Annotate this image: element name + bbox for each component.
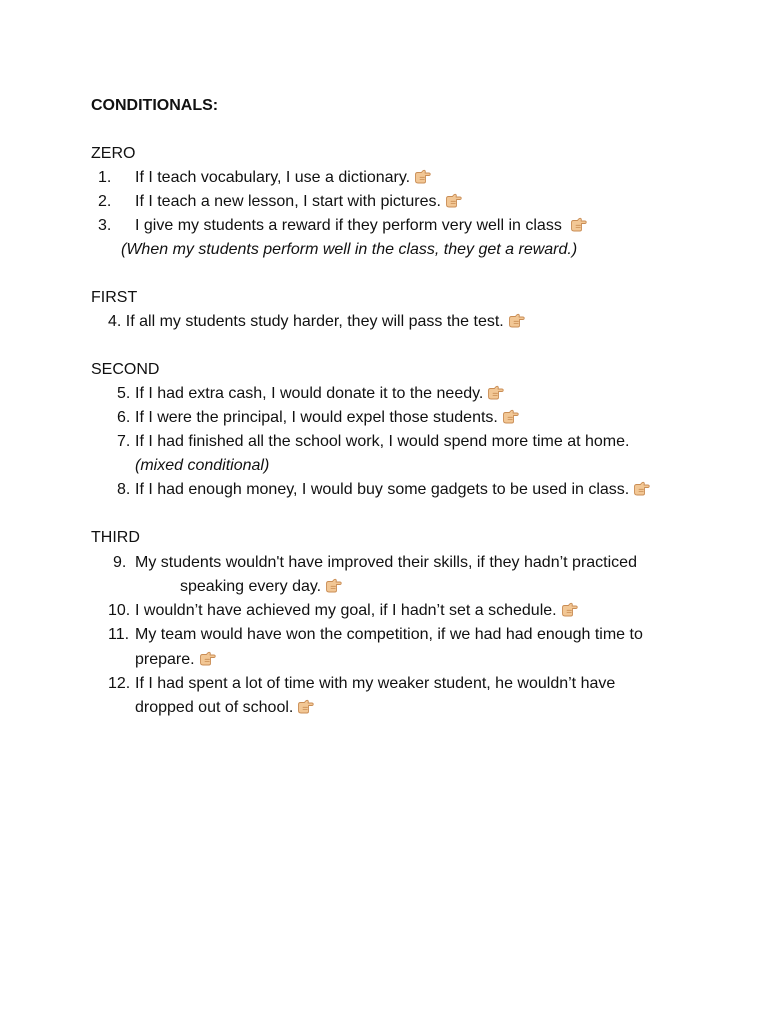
list-item bbox=[135, 168, 431, 188]
pointing-hand-icon bbox=[487, 385, 504, 400]
list-item-text: If I were the principal, I would expel those students. bbox=[135, 409, 498, 426]
list-item bbox=[135, 601, 578, 621]
list-item-text: If I teach vocabulary, I use a dictionary. bbox=[135, 169, 411, 186]
pointing-hand-icon bbox=[445, 193, 462, 208]
pointing-hand-icon bbox=[633, 481, 650, 496]
list-item-number: 10. bbox=[108, 602, 131, 619]
list-item-text: My team would have won the competition, if we had had enough time to bbox=[135, 626, 643, 643]
list-item-text: If I teach a new lesson, I start with pictures. bbox=[135, 193, 441, 210]
list-item-text: prepare. bbox=[135, 651, 195, 668]
section-heading-second: SECOND bbox=[91, 361, 160, 378]
pointing-hand-icon bbox=[561, 602, 578, 617]
list-item-continuation bbox=[180, 577, 342, 597]
list-item-text: I wouldn’t have achieved my goal, if I hadn’t set a schedule. bbox=[135, 602, 557, 619]
pointing-hand-icon bbox=[570, 217, 587, 232]
page-title: CONDITIONALS: bbox=[91, 97, 219, 114]
list-item-text: dropped out of school. bbox=[135, 699, 294, 716]
list-item-text: I give my students a reward if they perform very well in class bbox=[135, 217, 562, 234]
zero-note: (When my students perform well in the class, they get a reward.) bbox=[121, 241, 578, 258]
pointing-hand-icon bbox=[508, 313, 525, 328]
list-item-text: If I had finished all the school work, I would spend more time at home. bbox=[135, 433, 630, 450]
pointing-hand-icon bbox=[502, 409, 519, 424]
section-heading-first: FIRST bbox=[91, 289, 138, 306]
list-item-continuation bbox=[135, 650, 216, 670]
list-item-number: 7. bbox=[117, 433, 131, 450]
list-item bbox=[135, 408, 519, 428]
list-item bbox=[135, 192, 462, 212]
list-item bbox=[135, 384, 504, 404]
list-item-text: 4. If all my students study harder, they will pass the test. bbox=[108, 313, 504, 330]
list-item bbox=[108, 312, 525, 332]
list-item bbox=[135, 216, 587, 236]
pointing-hand-icon bbox=[414, 169, 431, 184]
list-item-number: 9. bbox=[113, 554, 127, 571]
mixed-conditional-note: (mixed conditional) bbox=[135, 457, 270, 474]
pointing-hand-icon bbox=[325, 578, 342, 593]
list-item-text: If I had extra cash, I would donate it to the needy. bbox=[135, 385, 484, 402]
list-item-text: If I had enough money, I would buy some gadgets to be used in class. bbox=[135, 481, 630, 498]
pointing-hand-icon bbox=[297, 699, 314, 714]
list-item-continuation bbox=[135, 698, 314, 718]
list-item-text: If I had spent a lot of time with my weaker student, he wouldn’t have bbox=[135, 675, 616, 692]
list-item-number: 2. bbox=[98, 193, 112, 210]
list-item-number: 8. bbox=[117, 481, 131, 498]
list-item-number: 3. bbox=[98, 217, 112, 234]
list-item-number: 1. bbox=[98, 169, 112, 186]
list-item-number: 11. bbox=[108, 626, 130, 643]
list-item-text: My students wouldn't have improved their skills, if they hadn’t practiced bbox=[135, 554, 637, 571]
list-item-number: 5. bbox=[117, 385, 131, 402]
list-item-number: 12. bbox=[108, 675, 131, 692]
pointing-hand-icon bbox=[199, 651, 216, 666]
section-heading-zero: ZERO bbox=[91, 145, 136, 162]
section-heading-third: THIRD bbox=[91, 529, 140, 546]
list-item bbox=[135, 480, 650, 500]
list-item-text: speaking every day. bbox=[180, 578, 322, 595]
list-item-number: 6. bbox=[117, 409, 131, 426]
